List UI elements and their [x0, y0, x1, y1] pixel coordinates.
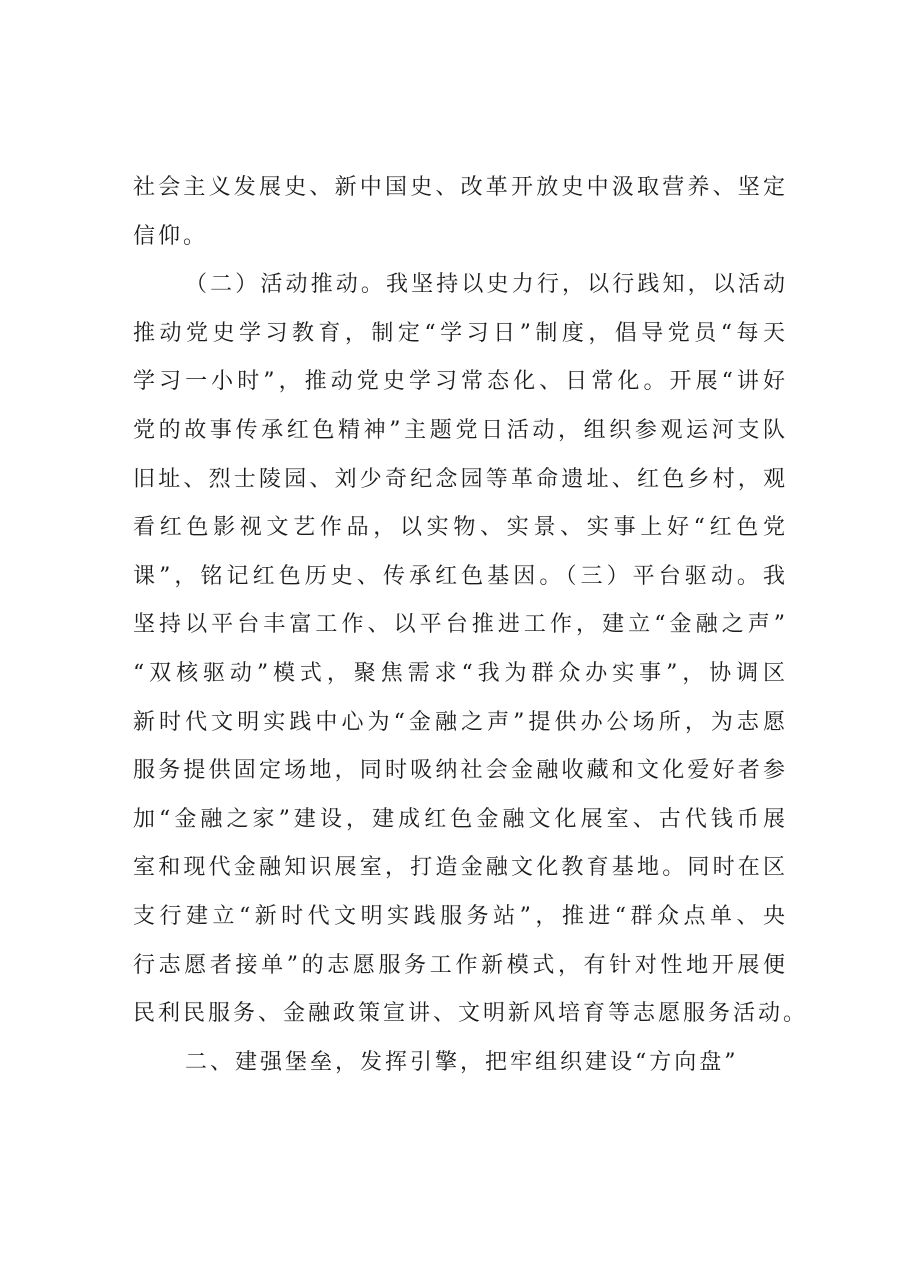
text-line: “双核驱动”模式，聚焦需求“我为群众办实事”，协调区	[133, 660, 788, 686]
section-heading	[133, 1039, 813, 1088]
text-line: 坚持以平台丰富工作、以平台推进工作，建立“金融之声”	[133, 612, 788, 638]
text-line: 学习一小时”，推动党史学习常态化、日常化。开展“讲好	[133, 369, 788, 395]
document-body	[133, 164, 813, 1087]
text-line: 社会主义发展史、新中国史、改革开放史中汲取营养、坚定	[133, 175, 788, 200]
text-line: 民利民服务、金融政策宣讲、文明新风培育等志愿服务活动。	[133, 1001, 809, 1027]
text-line: 推动党史学习教育，制定“学习日”制度，倡导党员“每天	[133, 320, 788, 346]
body-paragraph	[133, 261, 813, 1039]
section-heading-text: 二、建强堡垒，发挥引擎，把牢组织建设“方向盘”	[185, 1049, 739, 1075]
text-line: （二）活动推动。我坚持以史力行，以行践知，以活动	[185, 272, 788, 298]
text-line: 旧址、烈士陵园、刘少奇纪念园等革命遗址、红色乡村，观	[133, 466, 788, 492]
text-line: 室和现代金融知识展室，打造金融文化教育基地。同时在区	[133, 855, 788, 881]
text-line: 行志愿者接单”的志愿服务工作新模式，有针对性地开展便	[133, 952, 788, 978]
text-line: 加“金融之家”建设，建成红色金融文化展室、古代钱币展	[133, 806, 788, 832]
text-line: 看红色影视文艺作品，以实物、实景、实事上好“红色党	[133, 515, 788, 541]
body-paragraph	[133, 164, 813, 261]
text-line: 信仰。	[133, 223, 209, 249]
text-line: 课”，铭记红色历史、传承红色基因。（三）平台驱动。我	[133, 563, 788, 589]
text-line: 服务提供固定场地，同时吸纳社会金融收藏和文化爱好者参	[133, 758, 788, 784]
text-line: 党的故事传承红色精神”主题党日活动，组织参观运河支队	[133, 417, 788, 443]
text-line: 支行建立“新时代文明实践服务站”，推进“群众点单、央	[133, 903, 788, 929]
text-line: 新时代文明实践中心为“金融之声”提供办公场所，为志愿	[133, 709, 788, 735]
